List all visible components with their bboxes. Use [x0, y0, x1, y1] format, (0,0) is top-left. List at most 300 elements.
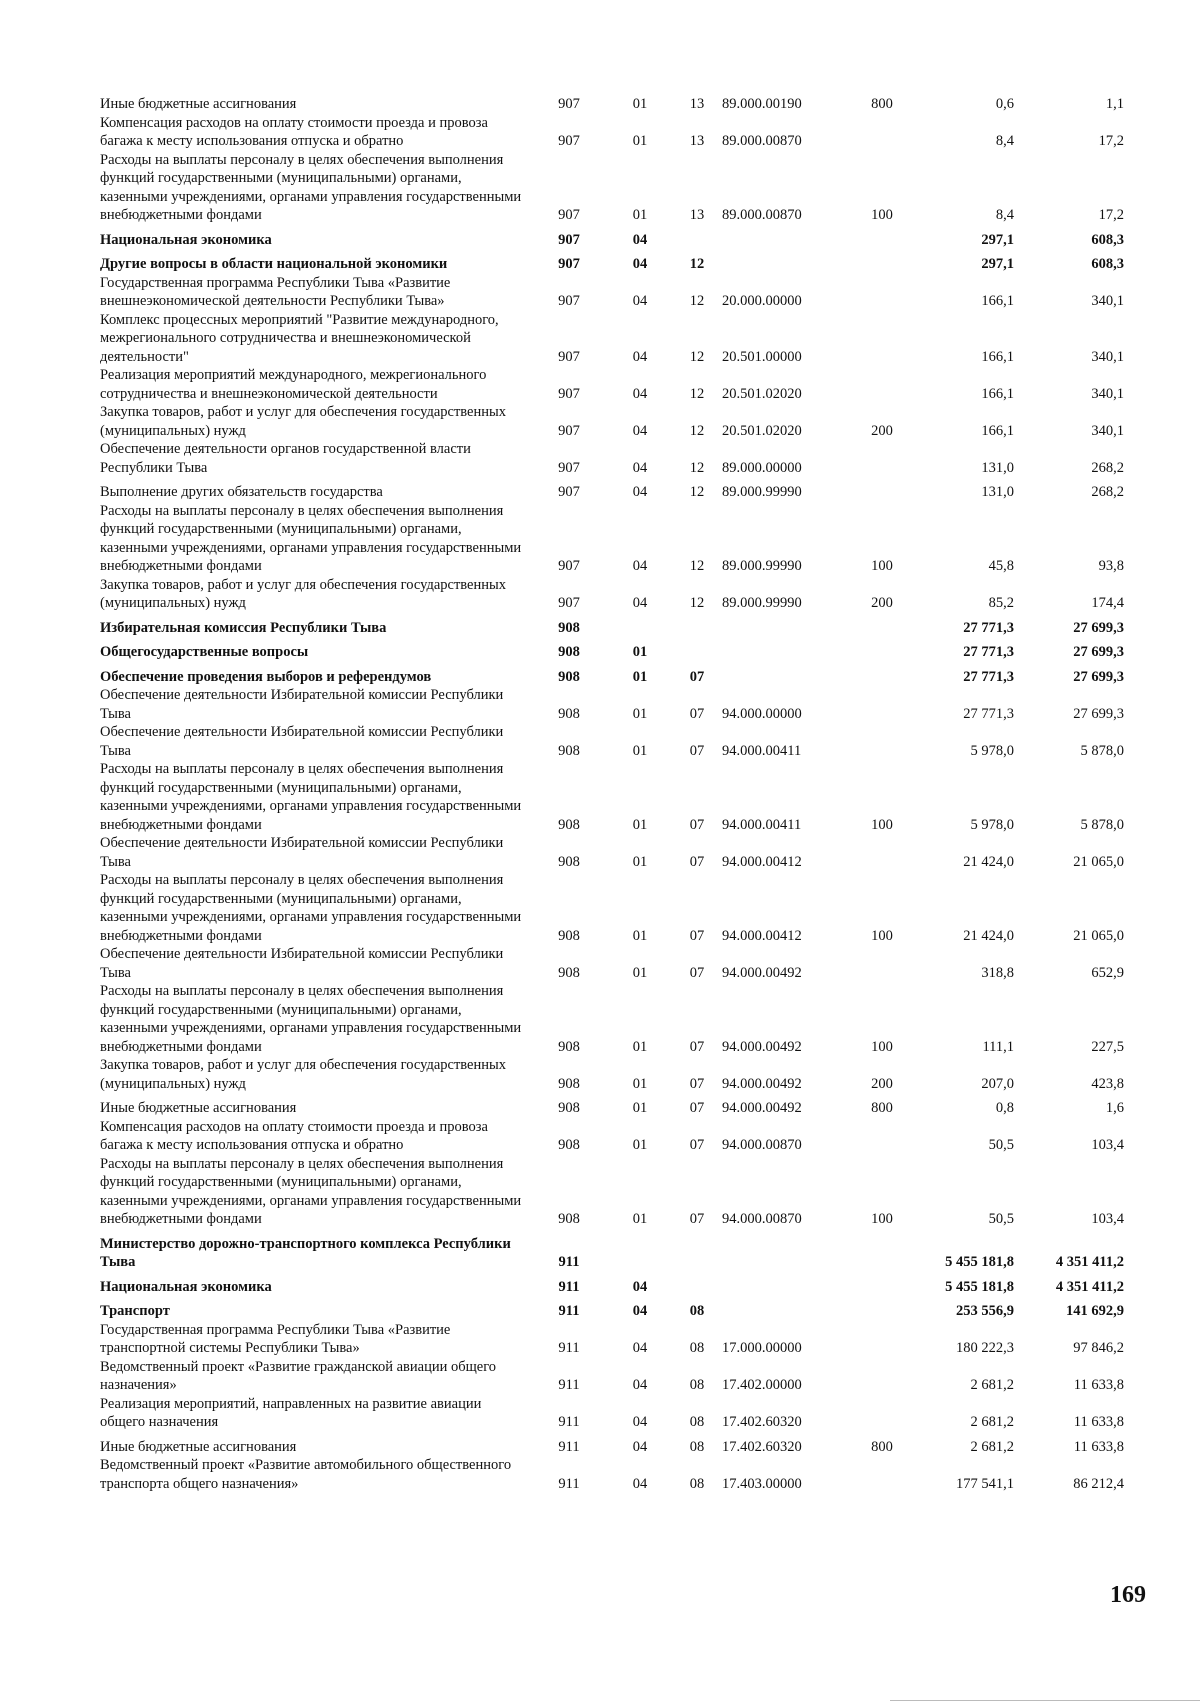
- row-subsection-code: 13: [689, 133, 705, 149]
- row-ved-code: 907: [558, 459, 580, 476]
- row-section-code: 04: [632, 484, 648, 500]
- row-amount-year-2: 11 633,8: [1073, 1438, 1124, 1455]
- row-section-code: 04: [632, 385, 648, 402]
- row-name: Закупка товаров, работ и услуг для обеспечения государственных (муниципальных) нужд: [100, 404, 507, 439]
- row-amount-year-2: 5 878,0: [1080, 816, 1124, 833]
- row-ved-code: 908: [558, 1038, 580, 1055]
- row-section-code: 04: [632, 1438, 648, 1455]
- row-amount-year-2: 17,2: [1098, 133, 1124, 149]
- table-row: [100, 477, 1124, 502]
- row-expense-type: [860, 477, 904, 502]
- row-amount-year-1: 166,1: [981, 385, 1014, 402]
- table-row: [100, 1456, 1124, 1493]
- row-target-code: 94.000.00492: [722, 1038, 802, 1055]
- row-amount-year-2: 17,2: [1098, 207, 1124, 223]
- row-section-code: 04: [632, 558, 648, 574]
- row-subsection-code: 07: [689, 853, 705, 870]
- row-section-code: 01: [632, 927, 648, 944]
- row-target-code: 94.000.00492: [722, 1100, 802, 1116]
- row-amount-year-2: 141 692,9: [1066, 1303, 1124, 1319]
- row-target-code: 20.000.00000: [722, 293, 802, 309]
- row-amount-year-2: 608,3: [1091, 256, 1124, 272]
- row-ved-code: 907: [558, 256, 580, 272]
- row-ved-code: 907: [558, 484, 580, 500]
- row-amount-year-1: 2 681,2: [970, 1414, 1014, 1430]
- row-ved-code: 911: [558, 1377, 580, 1393]
- row-name: Иные бюджетные ассигнования: [100, 1100, 297, 1116]
- row-amount-year-1: 253 556,9: [956, 1303, 1014, 1319]
- row-subsection-code: [672, 1229, 722, 1272]
- row-target-code: 94.000.00492: [722, 964, 802, 981]
- row-section-code: 01: [632, 1038, 648, 1055]
- row-name: Закупка товаров, работ и услуг для обеспечения государственных (муниципальных) нужд: [100, 576, 507, 611]
- table-row: [100, 311, 1124, 367]
- row-expense-type: [860, 662, 904, 687]
- row-target-code: 94.000.00411: [722, 816, 802, 833]
- row-subsection-code: 07: [689, 1075, 705, 1092]
- row-amount-year-2: 27 699,3: [1073, 668, 1124, 685]
- table-row: [100, 1118, 1124, 1155]
- row-amount-year-1: 318,8: [981, 964, 1014, 981]
- row-section-code: 01: [632, 816, 648, 833]
- row-amount-year-1: 27 771,3: [963, 668, 1014, 685]
- row-amount-year-1: 5 455 181,8: [945, 1254, 1014, 1270]
- row-amount-year-1: 50,5: [988, 1211, 1014, 1227]
- row-expense-type: [860, 637, 904, 662]
- row-amount-year-1: 21 424,0: [963, 853, 1014, 870]
- row-ved-code: 908: [558, 927, 580, 944]
- row-name: Государственная программа Республики Тыва «Развитие транспортной системы Республики Тыва»: [100, 1321, 451, 1356]
- row-subsection-code: [672, 225, 722, 250]
- row-subsection-code: 13: [689, 207, 705, 223]
- table-row: [100, 871, 1124, 945]
- row-name: Обеспечение деятельности Избирательной комиссии Республики Тыва: [100, 724, 504, 759]
- row-amount-year-2: 11 633,8: [1073, 1414, 1124, 1430]
- table-row: [100, 760, 1124, 834]
- table-row: [100, 151, 1124, 225]
- row-amount-year-1: 0,6: [995, 96, 1014, 112]
- row-section-code: 01: [632, 1075, 648, 1092]
- row-name: Иные бюджетные ассигнования: [100, 96, 297, 112]
- row-section-code: [608, 613, 672, 638]
- row-expense-type: [860, 834, 904, 871]
- row-expense-type: [860, 1118, 904, 1155]
- row-target-code: 94.000.00412: [722, 927, 802, 944]
- row-section-code: 04: [632, 1475, 648, 1492]
- row-ved-code: 908: [558, 1075, 580, 1092]
- row-section-code: 04: [632, 348, 648, 365]
- row-expense-type: 100: [871, 207, 893, 223]
- row-amount-year-2: 11 633,8: [1073, 1377, 1124, 1393]
- row-section-code: 04: [632, 422, 648, 439]
- row-amount-year-1: 5 978,0: [970, 816, 1014, 833]
- row-section-code: 01: [632, 1137, 648, 1153]
- row-expense-type: [860, 1272, 904, 1297]
- row-section-code: 04: [632, 1377, 648, 1393]
- row-amount-year-2: 340,1: [1091, 293, 1124, 309]
- row-amount-year-1: 45,8: [988, 558, 1014, 574]
- row-section-code: 01: [632, 1100, 648, 1116]
- row-target-code: 89.000.00190: [722, 96, 802, 112]
- row-subsection-code: 07: [689, 668, 705, 685]
- row-section-code: 04: [632, 1340, 648, 1356]
- row-subsection-code: 07: [689, 1100, 705, 1116]
- row-ved-code: 907: [558, 133, 580, 149]
- table-row: [100, 1296, 1124, 1321]
- row-ved-code: 907: [558, 558, 580, 574]
- row-name: Выполнение других обязательств государства: [100, 484, 383, 500]
- row-section-code: 04: [632, 1414, 648, 1430]
- row-section-code: 01: [632, 668, 648, 685]
- row-amount-year-1: 131,0: [981, 459, 1014, 476]
- row-amount-year-1: 297,1: [981, 256, 1014, 272]
- row-target-code: [722, 1296, 860, 1321]
- row-section-code: 04: [632, 459, 648, 476]
- row-amount-year-1: 2 681,2: [970, 1377, 1014, 1393]
- row-amount-year-1: 207,0: [981, 1075, 1014, 1092]
- row-amount-year-1: 166,1: [981, 422, 1014, 439]
- table-row: [100, 1229, 1124, 1272]
- row-target-code: 17.000.00000: [722, 1340, 802, 1356]
- row-name: Компенсация расходов на оплату стоимости проезда и провоза багажа к месту использования отпуска и обратно: [100, 114, 488, 149]
- row-subsection-code: 07: [689, 1137, 705, 1153]
- row-ved-code: 907: [558, 231, 580, 248]
- row-name: Расходы на выплаты персоналу в целях обеспечения выполнения функций государственными (муниципальными) органами, казенными учреждениями, органами управления государственными внебюджетными фондами: [100, 761, 522, 833]
- row-amount-year-1: 27 771,3: [963, 619, 1014, 636]
- row-amount-year-2: 86 212,4: [1073, 1475, 1124, 1492]
- row-ved-code: 908: [558, 853, 580, 870]
- row-section-code: 01: [632, 133, 648, 149]
- row-target-code: 94.000.00411: [722, 742, 802, 759]
- row-name: Закупка товаров, работ и услуг для обеспечения государственных (муниципальных) нужд: [100, 1057, 507, 1092]
- table-row: [100, 723, 1124, 760]
- table-row: [100, 834, 1124, 871]
- row-target-code: 20.501.00000: [722, 348, 802, 365]
- row-ved-code: 911: [558, 1340, 580, 1356]
- row-subsection-code: 12: [689, 595, 705, 611]
- row-expense-type: 200: [871, 1075, 893, 1092]
- row-name: Расходы на выплаты персоналу в целях обеспечения выполнения функций государственными (муниципальными) органами, казенными учреждениями, органами управления государственными внебюджетными фондами: [100, 1155, 522, 1227]
- row-expense-type: 800: [871, 96, 893, 112]
- row-name: Реализация мероприятий международного, межрегионального сотрудничества и внешнеэкономической деятельности: [100, 367, 487, 402]
- row-ved-code: 908: [558, 964, 580, 981]
- table-row: [100, 1321, 1124, 1358]
- row-target-code: 17.402.00000: [722, 1377, 802, 1393]
- row-name: Другие вопросы в области национальной экономики: [100, 256, 448, 272]
- row-amount-year-2: 93,8: [1098, 558, 1124, 574]
- row-target-code: 20.501.02020: [722, 422, 802, 439]
- row-expense-type: 100: [871, 1038, 893, 1055]
- row-name: Ведомственный проект «Развитие автомобильного общественного транспорта общего назначения»: [100, 1457, 512, 1492]
- row-ved-code: 908: [558, 705, 580, 722]
- table-row: [100, 1395, 1124, 1432]
- row-section-code: 04: [632, 1278, 648, 1295]
- table-row: [100, 576, 1124, 613]
- page-number: 169: [1110, 1582, 1146, 1608]
- row-section-code: 01: [632, 964, 648, 981]
- row-target-code: 89.000.99990: [722, 595, 802, 611]
- row-target-code: 89.000.99990: [722, 484, 802, 500]
- row-section-code: 01: [632, 742, 648, 759]
- row-target-code: 94.000.00492: [722, 1075, 802, 1092]
- table-row: [100, 613, 1124, 638]
- row-target-code: 89.000.00870: [722, 133, 802, 149]
- table-row: [100, 249, 1124, 274]
- row-target-code: 20.501.02020: [722, 385, 802, 402]
- row-expense-type: [860, 1358, 904, 1395]
- row-amount-year-2: 268,2: [1091, 484, 1124, 500]
- row-amount-year-1: 8,4: [995, 207, 1014, 223]
- row-target-code: 17.402.60320: [722, 1414, 802, 1430]
- row-subsection-code: 07: [689, 742, 705, 759]
- row-target-code: 94.000.00870: [722, 1211, 802, 1227]
- row-subsection-code: 08: [689, 1340, 705, 1356]
- row-name: Обеспечение деятельности органов государственной власти Республики Тыва: [100, 441, 471, 476]
- row-subsection-code: 08: [689, 1303, 705, 1319]
- row-expense-type: [860, 114, 904, 151]
- table-row: [100, 225, 1124, 250]
- row-name: Обеспечение проведения выборов и референдумов: [100, 668, 432, 685]
- row-name: Расходы на выплаты персоналу в целях обеспечения выполнения функций государственными (муниципальными) органами, казенными учреждениями, органами управления государственными внебюджетными фондами: [100, 983, 522, 1055]
- table-row: [100, 662, 1124, 687]
- row-ved-code: 911: [558, 1414, 580, 1430]
- row-target-code: 17.402.60320: [722, 1438, 802, 1455]
- row-subsection-code: 12: [689, 484, 705, 500]
- row-subsection-code: 07: [689, 964, 705, 981]
- row-name: Комплекс процессных мероприятий "Развитие международного, межрегионального сотрудничества и внешнеэкономической деятельности": [100, 311, 499, 365]
- row-subsection-code: 08: [689, 1377, 705, 1393]
- row-expense-type: [860, 686, 904, 723]
- row-target-code: [722, 613, 860, 638]
- row-name: Государственная программа Республики Тыва «Развитие внешнеэкономической деятельности Республики Тыва»: [100, 274, 451, 309]
- row-amount-year-2: 97 846,2: [1073, 1340, 1124, 1356]
- row-subsection-code: 13: [689, 96, 705, 112]
- row-amount-year-2: 340,1: [1091, 348, 1124, 365]
- row-target-code: [722, 225, 860, 250]
- row-section-code: 01: [632, 96, 648, 112]
- row-ved-code: 907: [558, 595, 580, 611]
- row-target-code: 94.000.00870: [722, 1137, 802, 1153]
- row-name: Ведомственный проект «Развитие гражданской авиации общего назначения»: [100, 1358, 497, 1393]
- row-name: Расходы на выплаты персоналу в целях обеспечения выполнения функций государственными (муниципальными) органами, казенными учреждениями, органами управления государственными внебюджетными фондами: [100, 872, 522, 944]
- row-amount-year-2: 4 351 411,2: [1055, 1254, 1124, 1270]
- row-amount-year-1: 50,5: [988, 1137, 1014, 1153]
- row-subsection-code: 08: [689, 1414, 705, 1430]
- row-amount-year-2: 174,4: [1091, 595, 1124, 611]
- row-amount-year-1: 131,0: [981, 484, 1014, 500]
- row-amount-year-1: 166,1: [981, 348, 1014, 365]
- table-row: [100, 1056, 1124, 1093]
- row-name: Избирательная комиссия Республики Тыва: [100, 619, 387, 636]
- row-ved-code: 908: [558, 816, 580, 833]
- table-row: [100, 1155, 1124, 1229]
- row-amount-year-2: 340,1: [1091, 385, 1124, 402]
- row-amount-year-2: 27 699,3: [1073, 705, 1124, 722]
- row-amount-year-2: 103,4: [1091, 1137, 1124, 1153]
- row-expense-type: 100: [871, 816, 893, 833]
- row-amount-year-1: 111,1: [982, 1038, 1014, 1055]
- table-row: [100, 637, 1124, 662]
- row-expense-type: 200: [871, 422, 893, 439]
- row-ved-code: 908: [558, 1137, 580, 1153]
- row-amount-year-2: 423,8: [1091, 1075, 1124, 1092]
- row-section-code: 04: [632, 1303, 648, 1319]
- table-row: [100, 982, 1124, 1056]
- row-target-code: 89.000.00000: [722, 459, 802, 476]
- row-expense-type: [860, 945, 904, 982]
- row-amount-year-1: 2 681,2: [970, 1438, 1014, 1455]
- row-subsection-code: 07: [689, 1211, 705, 1227]
- row-expense-type: [860, 274, 904, 311]
- row-section-code: 04: [632, 231, 648, 248]
- row-section-code: 01: [632, 1211, 648, 1227]
- table-row: [100, 403, 1124, 440]
- row-expense-type: [860, 1296, 904, 1321]
- row-target-code: 94.000.00412: [722, 853, 802, 870]
- row-subsection-code: [672, 613, 722, 638]
- row-expense-type: 800: [871, 1100, 893, 1116]
- budget-table: [100, 95, 1124, 1493]
- row-amount-year-1: 166,1: [981, 293, 1014, 309]
- row-target-code: [722, 662, 860, 687]
- table-row: [100, 945, 1124, 982]
- row-target-code: [722, 637, 860, 662]
- table-row: [100, 114, 1124, 151]
- row-section-code: 04: [632, 595, 648, 611]
- table-row: [100, 1358, 1124, 1395]
- row-amount-year-1: 297,1: [981, 231, 1014, 248]
- budget-table-body: [100, 95, 1124, 1493]
- row-amount-year-2: 103,4: [1091, 1211, 1124, 1227]
- row-subsection-code: 12: [689, 256, 705, 272]
- row-amount-year-2: 21 065,0: [1073, 853, 1124, 870]
- row-name: Реализация мероприятий, направленных на развитие авиации общего назначения: [100, 1395, 482, 1430]
- row-ved-code: 908: [558, 1100, 580, 1116]
- row-name: Обеспечение деятельности Избирательной комиссии Республики Тыва: [100, 946, 504, 981]
- row-expense-type: 100: [871, 1211, 893, 1227]
- row-subsection-code: 08: [689, 1475, 705, 1492]
- row-target-code: [722, 1229, 860, 1272]
- table-row: [100, 366, 1124, 403]
- row-target-code: [722, 1272, 860, 1297]
- row-expense-type: 100: [871, 558, 893, 574]
- row-section-code: [608, 1229, 672, 1272]
- row-expense-type: [860, 723, 904, 760]
- row-target-code: 17.403.00000: [722, 1475, 802, 1492]
- row-expense-type: [860, 311, 904, 367]
- table-row: [100, 1272, 1124, 1297]
- row-amount-year-2: 1,1: [1105, 96, 1124, 112]
- row-expense-type: [860, 613, 904, 638]
- row-expense-type: [860, 1395, 904, 1432]
- row-expense-type: 100: [871, 927, 893, 944]
- row-name: Иные бюджетные ассигнования: [100, 1438, 297, 1455]
- row-amount-year-1: 0,8: [995, 1100, 1014, 1116]
- row-expense-type: [860, 249, 904, 274]
- row-section-code: 01: [632, 644, 648, 660]
- row-name: Национальная экономика: [100, 231, 272, 248]
- row-subsection-code: 12: [689, 459, 705, 476]
- row-subsection-code: 07: [689, 705, 705, 722]
- row-amount-year-1: 21 424,0: [963, 927, 1014, 944]
- row-name: Обеспечение деятельности Избирательной комиссии Республики Тыва: [100, 687, 504, 722]
- row-amount-year-2: 608,3: [1091, 231, 1124, 248]
- row-expense-type: [860, 1321, 904, 1358]
- row-amount-year-2: 5 878,0: [1080, 742, 1124, 759]
- row-subsection-code: 07: [689, 1038, 705, 1055]
- row-ved-code: 907: [558, 293, 580, 309]
- row-amount-year-1: 180 222,3: [956, 1340, 1014, 1356]
- row-subsection-code: 12: [689, 293, 705, 309]
- row-section-code: 01: [632, 705, 648, 722]
- row-name: Компенсация расходов на оплату стоимости проезда и провоза багажа к месту использования отпуска и обратно: [100, 1118, 488, 1153]
- table-row: [100, 686, 1124, 723]
- row-target-code: 94.000.00000: [722, 705, 802, 722]
- row-subsection-code: [672, 1272, 722, 1297]
- row-amount-year-2: 4 351 411,2: [1055, 1278, 1124, 1295]
- row-amount-year-1: 27 771,3: [963, 705, 1014, 722]
- row-name: Расходы на выплаты персоналу в целях обеспечения выполнения функций государственными (муниципальными) органами, казенными учреждениями, органами управления государственными внебюджетными фондами: [100, 502, 522, 574]
- row-subsection-code: 07: [689, 816, 705, 833]
- row-subsection-code: 07: [689, 927, 705, 944]
- table-row: [100, 502, 1124, 576]
- row-ved-code: 907: [558, 96, 580, 112]
- row-ved-code: 908: [558, 644, 580, 660]
- row-amount-year-2: 652,9: [1091, 964, 1124, 981]
- row-name: Министерство дорожно-транспортного комплекса Республики Тыва: [100, 1235, 511, 1270]
- row-amount-year-2: 1,6: [1105, 1100, 1124, 1116]
- row-amount-year-1: 27 771,3: [963, 644, 1014, 660]
- row-amount-year-2: 21 065,0: [1073, 927, 1124, 944]
- row-amount-year-1: 8,4: [995, 133, 1014, 149]
- table-row: [100, 95, 1124, 114]
- row-name: Национальная экономика: [100, 1278, 272, 1295]
- row-ved-code: 908: [558, 668, 580, 685]
- row-amount-year-1: 85,2: [988, 595, 1014, 611]
- row-amount-year-2: 268,2: [1091, 459, 1124, 476]
- table-row: [100, 1432, 1124, 1457]
- row-section-code: 01: [632, 207, 648, 223]
- row-expense-type: [860, 1456, 904, 1493]
- row-subsection-code: 08: [689, 1438, 705, 1455]
- row-subsection-code: 12: [689, 558, 705, 574]
- row-expense-type: 800: [871, 1438, 893, 1455]
- row-target-code: [722, 249, 860, 274]
- row-amount-year-2: 340,1: [1091, 422, 1124, 439]
- row-ved-code: 907: [558, 207, 580, 223]
- row-section-code: 04: [632, 256, 648, 272]
- row-ved-code: 911: [558, 1438, 580, 1455]
- row-amount-year-2: 27 699,3: [1073, 644, 1124, 660]
- row-name: Расходы на выплаты персоналу в целях обеспечения выполнения функций государственными (муниципальными) органами, казенными учреждениями, органами управления государственными внебюджетными фондами: [100, 151, 522, 223]
- row-ved-code: 908: [558, 619, 580, 636]
- row-ved-code: 908: [558, 1211, 580, 1227]
- row-subsection-code: 12: [689, 348, 705, 365]
- row-ved-code: 908: [558, 742, 580, 759]
- row-expense-type: [860, 1229, 904, 1272]
- row-expense-type: [860, 225, 904, 250]
- row-subsection-code: [672, 637, 722, 662]
- row-amount-year-1: 5 455 181,8: [945, 1278, 1014, 1295]
- row-amount-year-1: 177 541,1: [956, 1475, 1014, 1492]
- row-ved-code: 907: [558, 422, 580, 439]
- table-row: [100, 1093, 1124, 1118]
- row-amount-year-2: 227,5: [1091, 1038, 1124, 1055]
- row-expense-type: [860, 366, 904, 403]
- row-subsection-code: 12: [689, 422, 705, 439]
- table-row: [100, 274, 1124, 311]
- row-name: Общегосударственные вопросы: [100, 644, 309, 660]
